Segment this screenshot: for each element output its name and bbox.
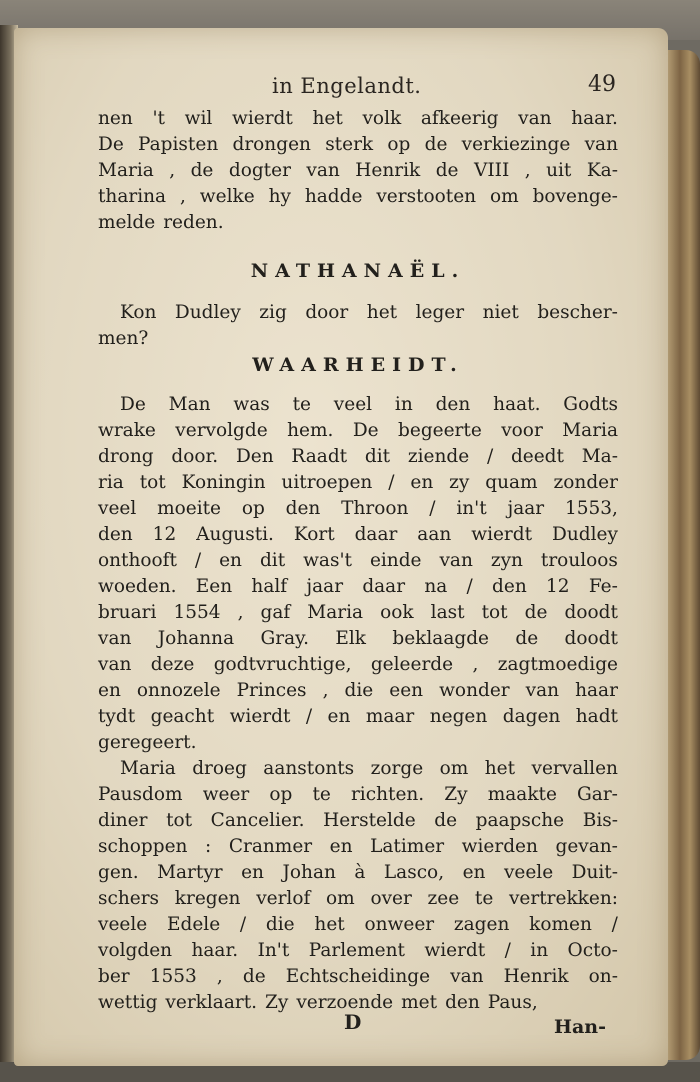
text-line: Pausdom weer op te richten. Zy maakte Gar-	[98, 784, 618, 805]
text-line: gen. Martyr en Johan à Lasco, en veele Duit-	[98, 862, 618, 883]
text-paragraph	[98, 392, 618, 756]
text-line: schoppen : Cranmer en Latimer wierden gevan-	[98, 836, 618, 857]
text-line: veel moeite op den Throon / in't jaar 1553,	[98, 498, 618, 519]
catchword: Han-	[554, 1016, 606, 1038]
text-line: den 12 Augusti. Kort daar aan wierdt Dudley	[98, 524, 618, 545]
running-title: in Engelandt.	[272, 74, 422, 98]
page-number: 49	[588, 72, 616, 97]
text-line: Maria droeg aanstonts zorge om het vervallen	[120, 758, 618, 779]
text-line: volgden haar. In't Parlement wierdt / in Octo-	[98, 940, 618, 961]
text-line: wettig verklaart. Zy verzoende met den Paus,	[98, 992, 538, 1013]
running-head	[14, 74, 668, 104]
text-line: Maria , de dogter van Henrik de VIII , uit Ka-	[98, 160, 618, 181]
text-line: van Johanna Gray. Elk beklaagde de doodt	[98, 628, 618, 649]
text-line: melde reden.	[98, 212, 224, 233]
speaker-heading	[98, 352, 618, 378]
text-line: Kon Dudley zig door het leger niet bescher-	[120, 302, 618, 323]
speaker-name: NATHANAËL.	[250, 260, 466, 282]
text-line: onthooft / en dit was't einde van zyn trouloos	[98, 550, 618, 571]
text-paragraph	[98, 756, 618, 1016]
text-line: ber 1553 , de Echtscheidinge van Henrik on-	[98, 966, 618, 987]
text-line: van deze godtvruchtige, geleerde , zagtmoedige	[98, 654, 618, 675]
text-line: De Man was te veel in den haat. Godts	[120, 394, 618, 415]
text-paragraph	[98, 106, 618, 236]
text-line: men?	[98, 328, 149, 349]
text-line: woeden. Een half jaar daar na / den 12 Fe-	[98, 576, 618, 597]
speaker-heading	[98, 258, 618, 284]
text-line: tydt geacht wierdt / en maar negen dagen hadt	[98, 706, 618, 727]
text-line: drong door. Den Raadt dit ziende / deedt Ma-	[98, 446, 618, 467]
text-line: bruari 1554 , gaf Maria ook last tot de doodt	[98, 602, 618, 623]
book-page	[14, 28, 668, 1066]
text-line: De Papisten drongen sterk op de verkiezinge van	[98, 134, 618, 155]
text-line: nen 't wil wierdt het volk afkeerig van haar.	[98, 108, 618, 129]
text-line: veele Edele / die het onweer zagen komen /	[98, 914, 618, 935]
text-line: wrake vervolgde hem. De begeerte voor Maria	[98, 420, 618, 441]
text-line: schers kregen verlof om over zee te vertrekken:	[98, 888, 618, 909]
page-body	[98, 106, 618, 1016]
text-line: tharina , welke hy hadde verstooten om bovenge-	[98, 186, 618, 207]
question-paragraph	[98, 300, 618, 352]
text-line: ria tot Koningin uitroepen / en zy quam zonder	[98, 472, 618, 493]
text-line: diner tot Cancelier. Herstelde de paapsche Bis-	[98, 810, 618, 831]
text-line: en onnozele Princes , die een wonder van haar	[98, 680, 618, 701]
text-line: geregeert.	[98, 732, 197, 753]
speaker-name: WAARHEIDT.	[252, 354, 464, 376]
signature-mark: D	[344, 1010, 362, 1034]
